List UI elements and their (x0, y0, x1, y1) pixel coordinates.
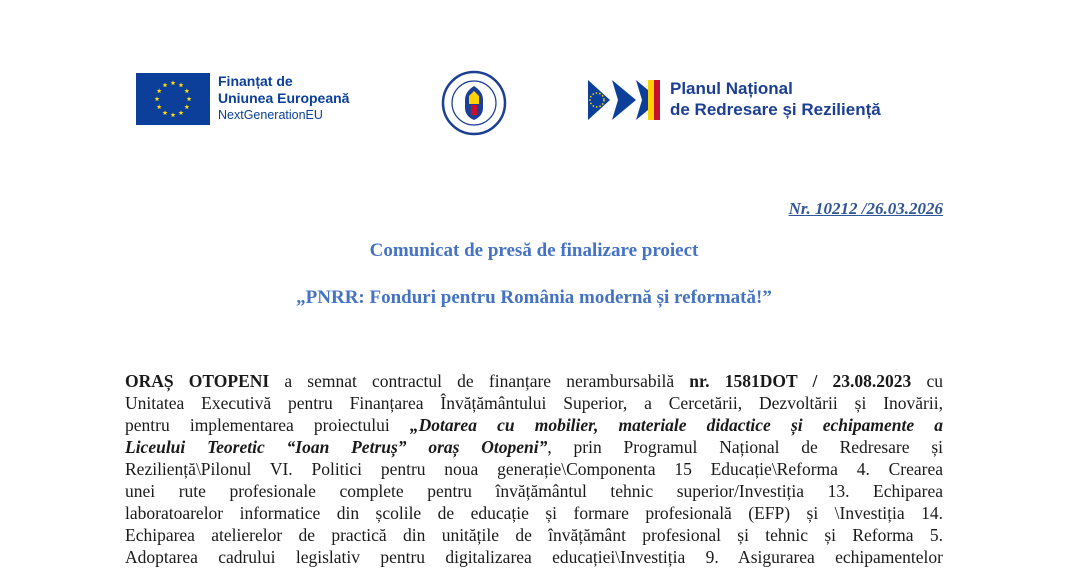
paragraph-line: pentru implementarea proiectului „Dotarea cu mobilier, materiale didactice și echipamente a (125, 415, 943, 435)
document-number: Nr. 10212 /26.03.2026 (788, 199, 943, 218)
paragraph-line: Adoptarea cadrului legislativ pentru digitalizarea educației\Investiția 9. Asigurarea echipamentelor (125, 547, 943, 567)
paragraph-line: unei rute profesionale complete pentru învățământul tehnic superior/Investiția 13. Echiparea (125, 481, 943, 501)
pnrr-logo-line1: Planul Național (670, 79, 793, 98)
eu-funding-logo (136, 73, 374, 127)
paragraph-line: Liceului Teoretic “Ioan Petruș” oraș Otopeni”, prin Programul Național de Redresare și (125, 437, 943, 457)
eu-logo-line2: Uniunea Europeană (218, 90, 350, 106)
paragraph-line: ORAȘ OTOPENI a semnat contractul de finanțare nerambursabilă nr. 1581DOT / 23.08.2023 cu (125, 371, 943, 391)
paragraph-line: Echiparea atelierelor de practică din unitățile de învățământ profesional și tehnic și Reforma 5. (125, 525, 943, 545)
paragraph-line: laboratoarelor informatice din școlile de educație și formare profesională (EFP) și \Investiția 14. (125, 503, 943, 523)
pnrr-logo (588, 76, 918, 128)
eu-flag-icon (136, 73, 210, 125)
press-release-title: Comunicat de presă de finalizare proiect (369, 240, 699, 261)
paragraph-line: Unitatea Executivă pentru Finanțarea Învățământului Superior, a Cercetării, Dezvoltării și Inovării, (125, 393, 943, 413)
body-paragraph (125, 370, 943, 568)
eu-logo-line3: NextGenerationEU (218, 108, 323, 122)
government-seal-logo (441, 70, 507, 136)
government-seal-icon (441, 70, 507, 136)
eu-logo-line1: Finanțat de (218, 73, 293, 89)
pnrr-arrows-icon (588, 76, 668, 124)
pnrr-logo-line2: de Redresare și Reziliență (670, 100, 881, 119)
paragraph-line: Reziliență\Pilonul VI. Politici pentru noua generație\Componenta 15 Educație\Reforma 4. Crearea (125, 459, 943, 479)
press-release-subtitle: „PNRR: Fonduri pentru România modernă și reformată!” (296, 287, 772, 308)
